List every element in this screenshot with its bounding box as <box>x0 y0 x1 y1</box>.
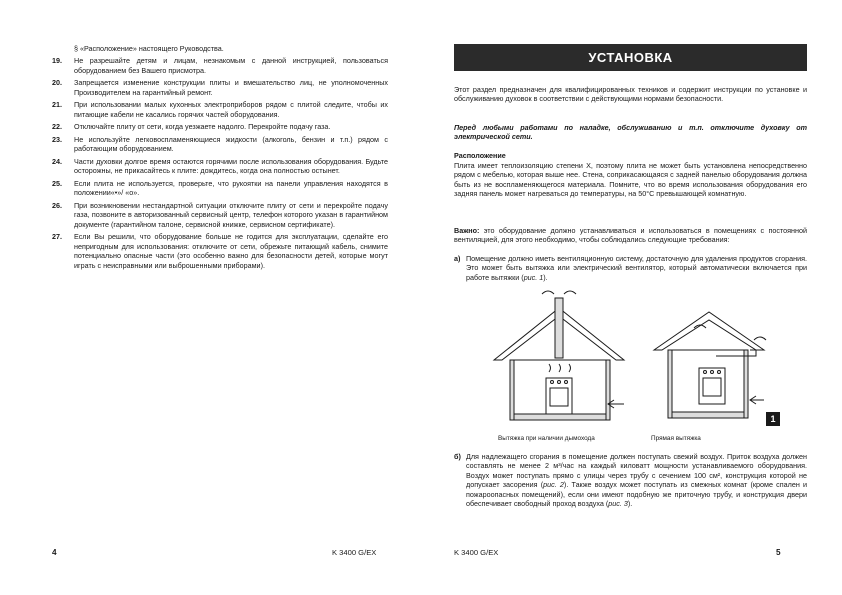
req-a-body <box>466 254 807 282</box>
req-b-body <box>466 452 807 508</box>
house-chimney-illustration <box>494 291 624 420</box>
section-heading: Расположение <box>454 151 506 160</box>
requirement-a <box>454 254 807 282</box>
list-item-text: Не разрешайте детям и лицам, незнакомым с данной инструкцией, пользоваться оборудованием без Вашего присмотра. <box>74 56 388 75</box>
req-b-mid: ). Также воздух может поступать из смежных комнат (кроме спален и пожароопасных помещений), если они имеют подобную же приточную трубу, и конструкция двери обеспечивает свободный проход воздуха ( <box>466 480 807 509</box>
list-item-number: 25. <box>52 179 62 188</box>
page-number-right: 5 <box>776 548 781 557</box>
list-item-number: 23. <box>52 135 62 144</box>
important-label: Важно: <box>454 226 480 235</box>
list-item <box>52 78 388 97</box>
list-item-number: 22. <box>52 122 62 132</box>
list-item-number: 26. <box>52 201 62 210</box>
list-item-text: Части духовки долгое время остаются горячими после использования оборудования. Будьте осторожны, не прикасайтесь к плите: дождитесь, когда она полностью остынет. <box>74 157 388 176</box>
list-item <box>52 232 388 270</box>
req-a-tail: ). <box>543 272 548 282</box>
req-a-ref: рис. 1 <box>523 272 544 282</box>
right-footer <box>776 548 781 557</box>
list-item <box>52 135 388 154</box>
left-model: K 3400 G/EX <box>332 548 377 557</box>
list-item-text: При использовании малых кухонных электроприборов рядом с плитой следите, чтобы их питающие кабели не касались горячих частей оборудования. <box>74 100 388 119</box>
req-a-label: а) <box>454 254 461 263</box>
list-item-text: Если Вы решили, что оборудование больше не годится для эксплуатации, сделайте его непригодным для использования: отключите от сети, обрежьте питающий кабель, снимите потенциально опасные части (это особенно важно для безопасности детей, которые могут играть с неисправными или выброшенными приборами). <box>74 232 388 270</box>
page-number-left: 4 <box>52 548 57 557</box>
list-item-number: 24. <box>52 157 62 166</box>
safety-items <box>52 56 388 270</box>
list-item-number: 20. <box>52 78 62 88</box>
figure-caption-chimney: Вытяжка при наличии дымохода <box>498 435 595 442</box>
ventilation-figure <box>454 288 807 448</box>
intro-paragraph: Этот раздел предназначен для квалифицированных техников и содержит инструкции по установке и обслуживанию духовок в соответствии с действующими нормами безопасности. <box>454 85 807 104</box>
list-item <box>52 179 388 198</box>
list-item-number: 19. <box>52 56 62 66</box>
list-item-text: Не используйте легковоспламеняющиеся жидкости (алкоголь, бензин и т.п.) рядом с работающим оборудованием. <box>74 135 388 154</box>
list-item-text: Если плита не используется, проверьте, что рукоятки на панели управления находятся в положении«•»/ «о». <box>74 179 388 198</box>
list-item-text: При возникновении нестандартной ситуации отключите плиту от сети и перекройте подачу газа, позвоните в авторизованный сервисный центр, телефон которого указан в гарантийном документе (гарантийном талоне, сервисной книжке, сервисном сертификате). <box>74 201 388 229</box>
list-item <box>52 157 388 176</box>
right-page <box>421 0 842 595</box>
list-item <box>52 100 388 119</box>
list-item-text: Запрещается изменение конструкции плиты и вмешательство лиц, не уполномоченных Производителем на гарантийный ремонт. <box>74 78 388 97</box>
location-paragraph: Плита имеет теплоизоляцию степени X, поэтому плита не может быть установлена непосредственно рядом с мебелью, которая выше нее. Стена, соприкасающаяся с задней панелью оборудования должна быть из не воспламеняющегося материала. Помните, что во время использования оборудования его задняя панель может нагреваться до температуры, на 50°С превышающей комнатную. <box>454 161 807 199</box>
req-b-ref1: рис. 2 <box>543 480 564 490</box>
list-item <box>52 122 388 131</box>
list-intro: § «Расположение» настоящего Руководства. <box>74 44 224 53</box>
req-b-tail: ). <box>627 499 633 509</box>
figure-number-badge: 1 <box>766 412 780 426</box>
house-direct-exhaust-illustration <box>654 312 766 418</box>
list-item-number: 21. <box>52 100 62 110</box>
list-item <box>52 201 388 229</box>
left-footer <box>52 548 57 557</box>
requirement-b <box>454 452 807 508</box>
list-item <box>52 56 388 75</box>
req-b-label: б) <box>454 452 461 461</box>
important-text: это оборудование должно устанавливаться и использоваться в помещениях с постоянной вентиляцией, для этого необходимо, чтобы соблюдались следующие требования: <box>454 226 807 245</box>
req-b-text: Для надлежащего сгорания в помещение должен поступать свежий воздух. Приток воздуха должен составлять не менее 2 м³/час на каждый киловатт мощности устанавливаемого оборудования. Воздух может поступать прямо с улицы через трубу с сечением 100 см², конструкция которой не допускает засорения ( <box>466 452 807 490</box>
section-title-banner: УСТАНОВКА <box>454 44 807 71</box>
right-model: K 3400 G/EX <box>454 548 499 557</box>
list-item-number: 27. <box>52 232 62 242</box>
figure-caption-direct: Прямая вытяжка <box>651 435 701 442</box>
req-a-text: Помещение должно иметь вентиляционную систему, достаточную для удаления продуктов сгорания. Это может быть вытяжка или электрический вентилятор, который автоматически включается при работе вытяжки ( <box>466 254 807 282</box>
warning-paragraph: Перед любыми работами по наладке, обслуживанию и т.п. отключите духовку от электрической сети. <box>454 123 807 142</box>
important-paragraph <box>454 226 807 245</box>
req-b-ref2: рис. 3 <box>608 499 628 509</box>
safety-list <box>52 44 388 273</box>
list-item-text: Отключайте плиту от сети, когда уезжаете надолго. Перекройте подачу газа. <box>74 122 331 132</box>
